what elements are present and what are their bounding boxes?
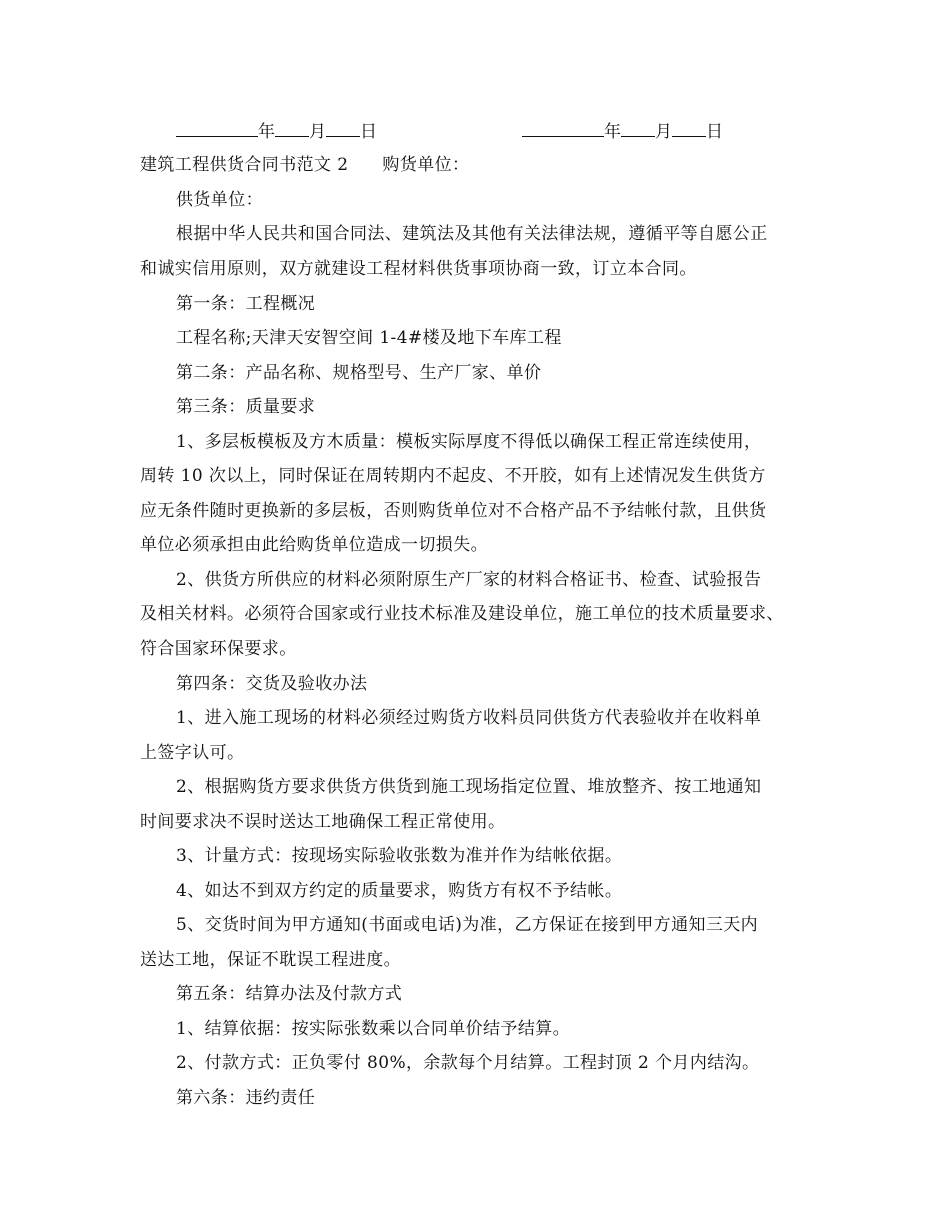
document-title: 建筑工程供货合同书范文 2 [140,155,349,175]
paragraph-line: 和诚实信用原则，双方就建设工程材料供货事项协商一致，订立本合同。 [140,259,697,279]
paragraph-line: 4、如达不到双方约定的质量要求，购货方有权不予结帐。 [176,881,623,901]
article-heading: 第三条：质量要求 [176,397,316,417]
paragraph-line: 1、进入施工现场的材料必须经过购货方收料员同供货方代表验收并在收料单 [176,708,762,728]
paragraph-line: 1、结算依据：按实际张数乘以合同单价结予结算。 [176,1019,571,1039]
paragraph-line: 工程名称;天津天安智空间 1-4#楼及地下车库工程 [176,328,562,348]
article-heading: 第五条：结算办法及付款方式 [176,984,403,1004]
paragraph-line: 单位必须承担由此给购货单位造成一切损失。 [140,535,488,555]
paragraph-line: 送达工地，保证不耽误工程进度。 [140,950,401,970]
date-block-left [176,118,377,142]
paragraph-line: 符合国家环保要求。 [140,639,297,659]
paragraph-line: 1、多层板模板及方木质量：模板实际厚度不得低以确保工程正常连续使用， [176,432,762,452]
supplier-label: 供货单位： [176,190,263,210]
paragraph-line: 2、根据购货方要求供货方供货到施工现场指定位置、堆放整齐、按工地通知 [176,777,762,797]
paragraph-line: 2、供货方所供应的材料必须附原生产厂家的材料合格证书、检查、试验报告 [176,570,762,590]
article-heading: 第六条：违约责任 [176,1088,316,1108]
paragraph-line: 2、付款方式：正负零付 80%，余款每个月结算。工程封顶 2 个月内结沟。 [176,1053,760,1073]
paragraph-line: 3、计量方式：按现场实际验收张数为准并作为结帐依据。 [176,846,623,866]
year-blank [522,118,604,137]
year-blank [176,118,258,137]
month-label: 月 [309,122,326,142]
month-blank [621,118,655,137]
article-heading: 第二条：产品名称、规格型号、生产厂家、单价 [176,363,542,383]
year-label: 年 [604,122,621,142]
paragraph-line: 时间要求决不误时送达工地确保工程正常使用。 [140,812,506,832]
paragraph-line: 上签字认可。 [140,743,245,763]
article-heading: 第四条：交货及验收办法 [176,674,368,694]
buyer-label: 购货单位： [382,155,470,175]
day-label: 日 [706,122,723,142]
paragraph-line: 及相关材料。必须符合国家或行业技术标准及建设单位，施工单位的技术质量要求、 [140,604,784,624]
day-blank [326,118,360,137]
day-blank [672,118,706,137]
month-label: 月 [655,122,672,142]
year-label: 年 [258,122,275,142]
paragraph-line: 周转 10 次以上，同时保证在周转期内不起皮、不开胶，如有上述情况发生供货方 [140,466,766,486]
document-heading [140,153,469,177]
paragraph-line: 根据中华人民共和国合同法、建筑法及其他有关法律法规，遵循平等自愿公正 [176,224,768,244]
date-block-right [522,118,723,142]
article-heading: 第一条：工程概况 [176,294,316,314]
paragraph-line: 5、交货时间为甲方通知(书面或电话)为准，乙方保证在接到甲方通知三天内 [176,915,759,935]
month-blank [275,118,309,137]
paragraph-line: 应无条件随时更换新的多层板，否则购货单位对不合格产品不予结帐付款，且供货 [140,501,767,521]
day-label: 日 [360,122,377,142]
